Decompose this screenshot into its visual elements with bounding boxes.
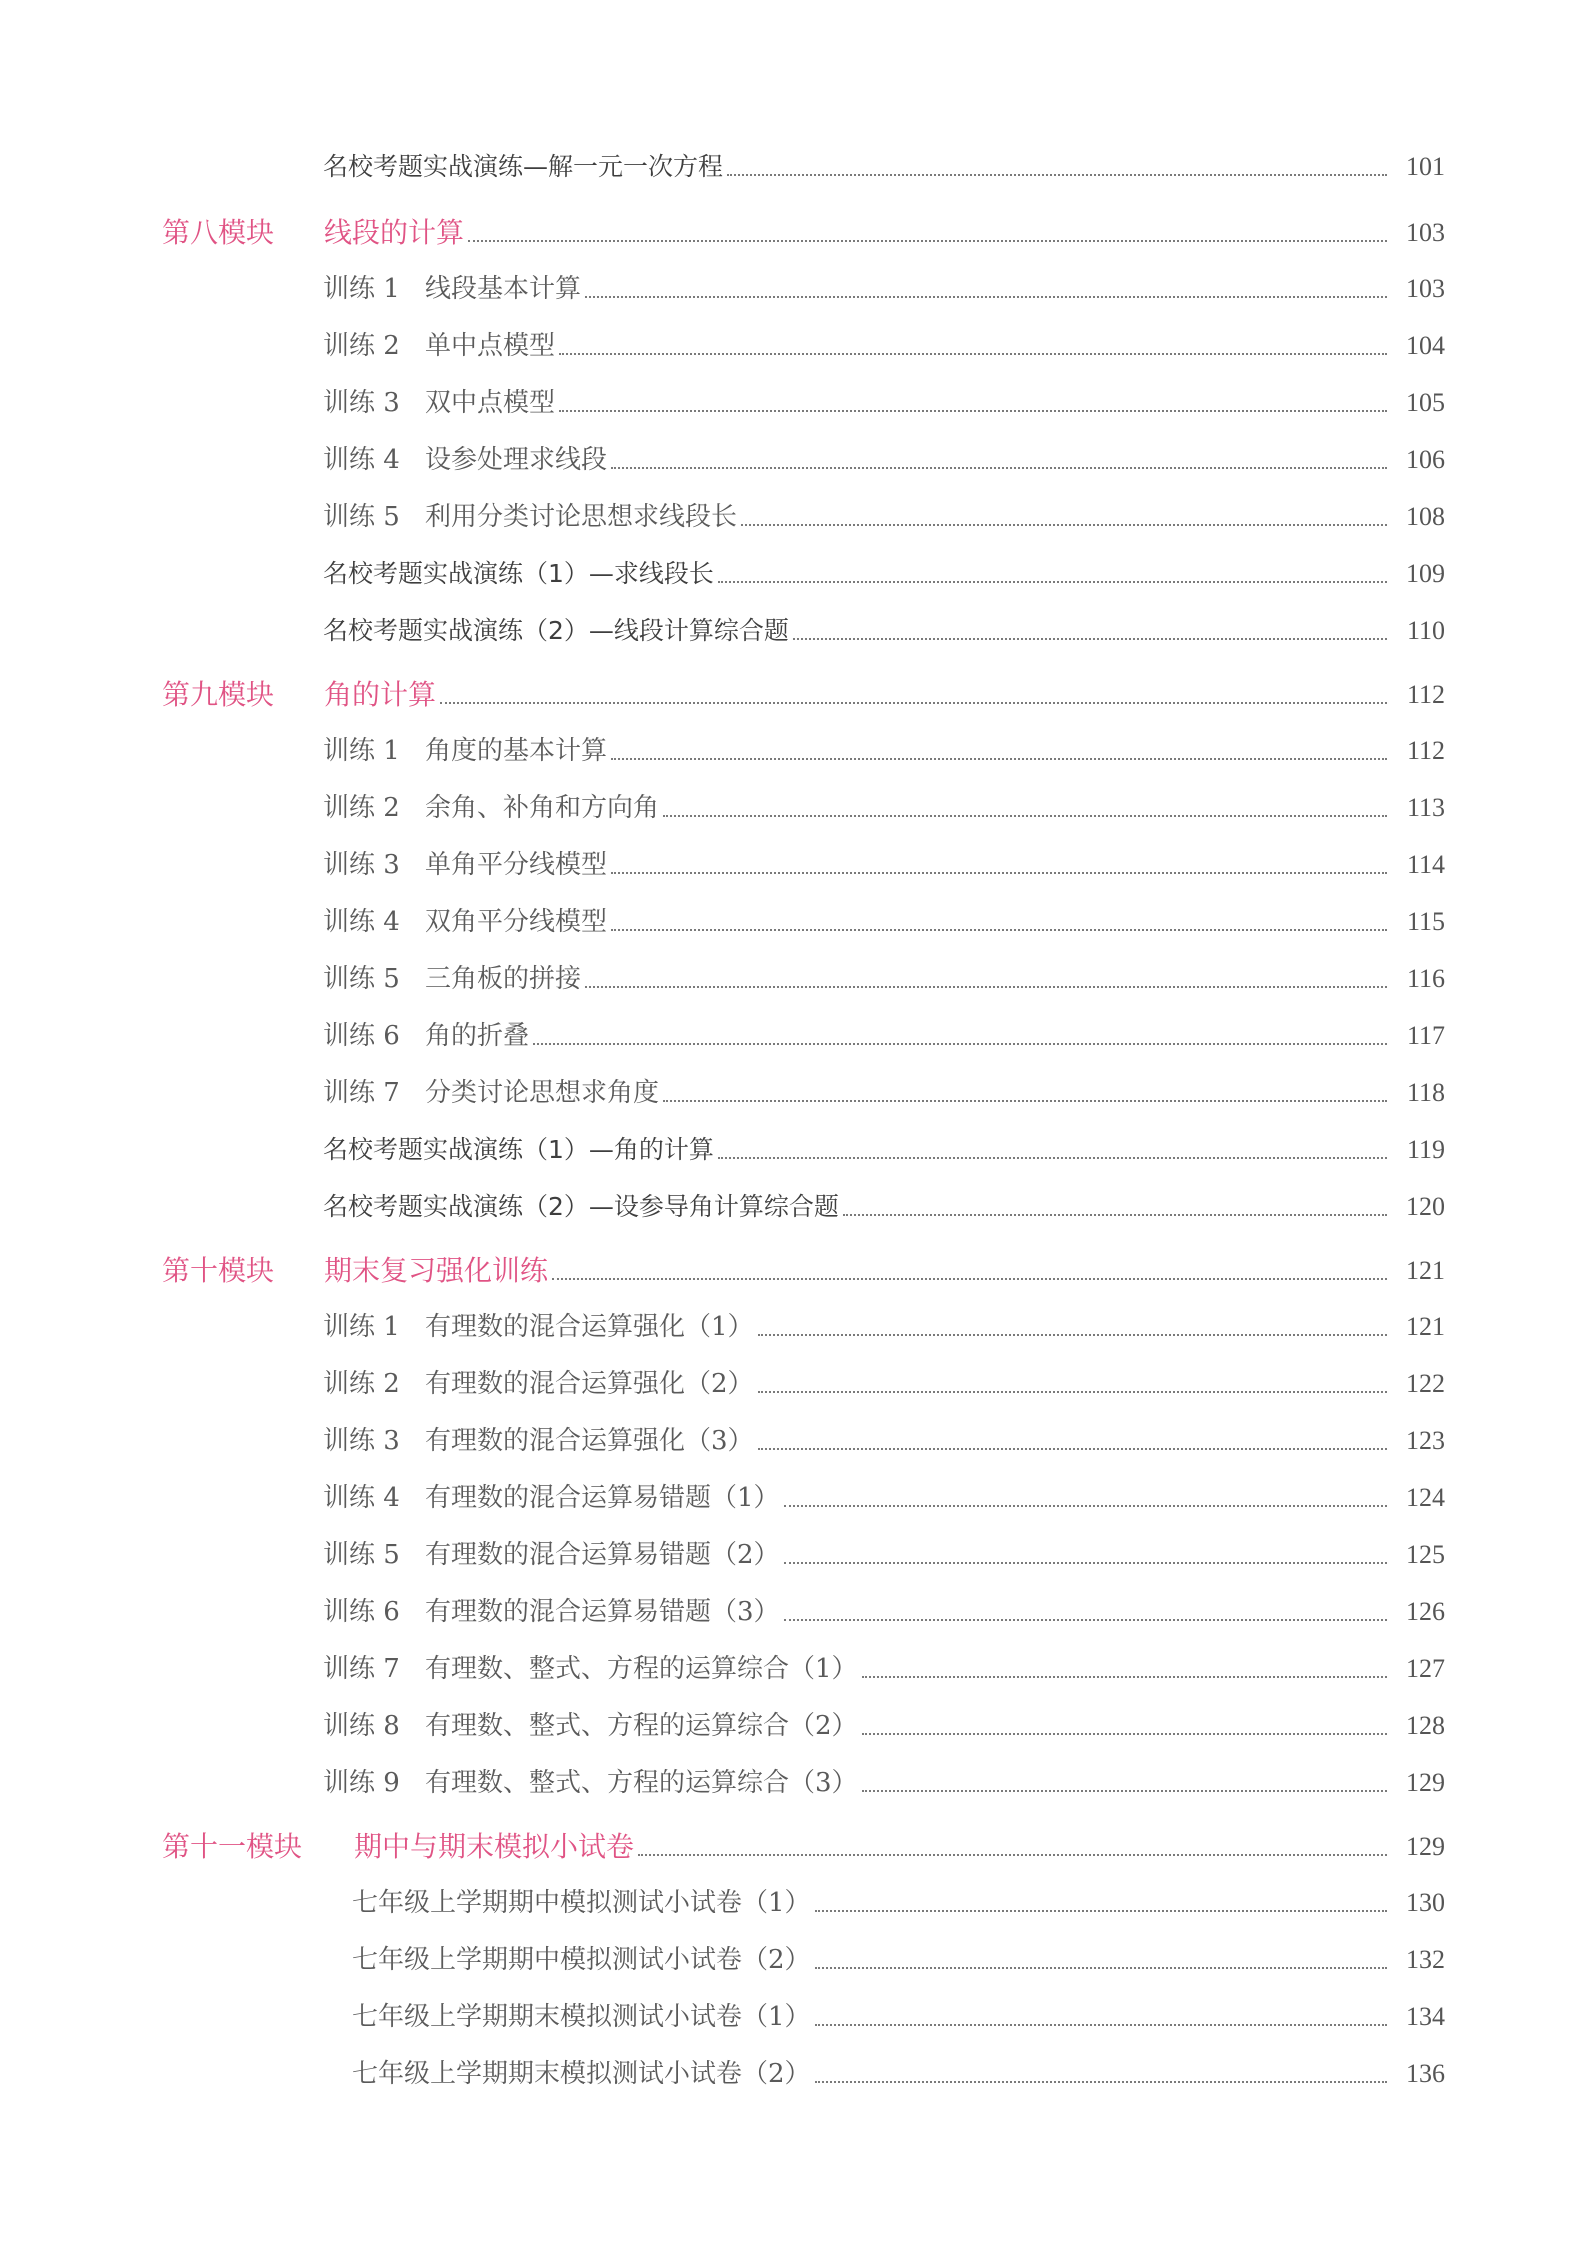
toc-entry-label (323, 1424, 754, 1458)
dot-leader (663, 1100, 1387, 1102)
page-number: 126 (1406, 1597, 1445, 1626)
dot-leader (559, 353, 1387, 355)
training-number: 训练 3 (323, 850, 400, 880)
training-number: 训练 7 (323, 1078, 400, 1108)
toc-entry[interactable] (0, 1642, 1588, 1686)
page-number: 110 (1406, 616, 1445, 645)
page-number: 128 (1406, 1711, 1445, 1740)
training-number: 训练 1 (323, 1312, 400, 1342)
toc-entry-label (323, 1019, 529, 1053)
training-number: 训练 6 (323, 1021, 400, 1051)
training-number: 训练 6 (323, 1597, 400, 1627)
training-number: 训练 2 (323, 793, 400, 823)
page-number: 120 (1406, 1192, 1445, 1221)
training-title: 角的折叠 (425, 1021, 530, 1051)
toc-entry[interactable] (0, 781, 1588, 825)
toc-entry-label (323, 386, 555, 420)
module-title: 角的计算 (324, 678, 437, 711)
toc-entry-label (323, 734, 607, 768)
page-number: 132 (1406, 1945, 1445, 1974)
dot-leader (611, 758, 1387, 760)
training-title: 设参处理求线段 (425, 445, 608, 475)
toc-entry[interactable] (0, 1009, 1588, 1053)
toc-module-heading[interactable] (0, 1814, 1588, 1864)
training-title: 利用分类讨论思想求线段长 (425, 502, 738, 532)
page-number: 121 (1406, 1256, 1445, 1285)
toc-entry[interactable] (0, 1180, 1588, 1224)
module-number: 第九模块 (162, 678, 275, 711)
toc-entry[interactable] (0, 1933, 1588, 1977)
page-number: 117 (1406, 1021, 1445, 1050)
dot-leader (718, 581, 1387, 583)
dot-leader (815, 2024, 1387, 2026)
training-title: 双角平分线模型 (425, 907, 608, 937)
training-number: 训练 5 (323, 1540, 400, 1570)
training-title: 有理数的混合运算易错题（3） (425, 1597, 780, 1627)
toc-entry[interactable] (0, 1585, 1588, 1629)
test-paper-title: 七年级上学期期中模拟测试小试卷（1） (352, 1888, 811, 1918)
page-number: 134 (1406, 2002, 1445, 2031)
toc-entry[interactable] (0, 952, 1588, 996)
page-number: 113 (1406, 793, 1445, 822)
page-number: 122 (1406, 1369, 1445, 1398)
dot-leader (585, 986, 1387, 988)
training-title: 有理数的混合运算易错题（2） (425, 1540, 780, 1570)
toc-entry-label (323, 1709, 858, 1743)
page-number: 124 (1406, 1483, 1445, 1512)
toc-entry-label (162, 1254, 548, 1288)
training-number: 训练 2 (323, 1369, 400, 1399)
toc-entry-label (162, 1830, 634, 1864)
dot-leader (552, 1278, 1387, 1280)
page-number: 119 (1406, 1135, 1445, 1164)
toc-entry-label (323, 272, 581, 306)
test-paper-title: 七年级上学期期末模拟测试小试卷（2） (352, 2059, 811, 2089)
toc-entry-label (352, 1886, 811, 1920)
test-paper-title: 七年级上学期期中模拟测试小试卷（2） (352, 1945, 811, 1975)
page-number: 115 (1406, 907, 1445, 936)
training-number: 训练 3 (323, 388, 400, 418)
toc-entry[interactable] (0, 724, 1588, 768)
page-number: 125 (1406, 1540, 1445, 1569)
toc-entry-label (323, 150, 723, 184)
toc-entry-label (352, 2000, 811, 2034)
dot-leader (758, 1391, 1387, 1393)
training-title: 有理数的混合运算强化（1） (425, 1312, 754, 1342)
page-number: 129 (1406, 1832, 1445, 1861)
toc-entry-label (162, 216, 464, 250)
training-title: 双中点模型 (425, 388, 556, 418)
dot-leader (611, 872, 1387, 874)
toc-entry[interactable] (0, 2047, 1588, 2091)
toc-entry[interactable] (0, 547, 1588, 591)
toc-entry-label (323, 1538, 780, 1572)
dot-leader (468, 240, 1387, 242)
training-number: 训练 3 (323, 1426, 400, 1456)
toc-entry-label (323, 791, 659, 825)
training-title: 有理数的混合运算易错题（1） (425, 1483, 780, 1513)
dot-leader (815, 1910, 1387, 1912)
page-number: 105 (1406, 388, 1445, 417)
dot-leader (784, 1619, 1387, 1621)
dot-leader (663, 815, 1387, 817)
toc-entry-label (323, 443, 607, 477)
module-title: 期中与期末模拟小试卷 (354, 1830, 635, 1863)
toc-entry[interactable] (0, 604, 1588, 648)
dot-leader (784, 1562, 1387, 1564)
training-title: 有理数的混合运算强化（3） (425, 1426, 754, 1456)
toc-entry[interactable] (0, 1876, 1588, 1920)
page-number: 114 (1406, 850, 1445, 879)
page-number: 127 (1406, 1654, 1445, 1683)
dot-leader (638, 1854, 1387, 1856)
dot-leader (533, 1043, 1387, 1045)
training-title: 分类讨论思想求角度 (425, 1078, 660, 1108)
practice-title: 名校考题实战演练（2）—线段计算综合题 (323, 616, 789, 645)
training-number: 训练 7 (323, 1654, 400, 1684)
practice-title: 名校考题实战演练（1）—求线段长 (323, 559, 714, 588)
toc-entry-label (323, 614, 789, 648)
toc-entry[interactable] (0, 319, 1588, 363)
page-number: 106 (1406, 445, 1445, 474)
dot-leader (862, 1676, 1387, 1678)
module-number: 第十一模块 (162, 1830, 303, 1863)
page-number: 136 (1406, 2059, 1445, 2088)
dot-leader (611, 929, 1387, 931)
training-title: 线段基本计算 (425, 274, 582, 304)
toc-module-heading[interactable] (0, 200, 1588, 250)
toc-entry[interactable] (0, 1471, 1588, 1515)
test-paper-title: 七年级上学期期末模拟测试小试卷（1） (352, 2002, 811, 2032)
toc-entry[interactable] (0, 1414, 1588, 1458)
training-number: 训练 2 (323, 331, 400, 361)
dot-leader (440, 702, 1387, 704)
training-number: 训练 9 (323, 1768, 400, 1798)
module-number: 第十模块 (162, 1254, 275, 1287)
page-number: 103 (1406, 218, 1445, 247)
toc-entry[interactable] (0, 1357, 1588, 1401)
toc-entry[interactable] (0, 1123, 1588, 1167)
dot-leader (793, 638, 1387, 640)
dot-leader (718, 1157, 1387, 1159)
page-number: 101 (1406, 152, 1445, 181)
page-number: 123 (1406, 1426, 1445, 1455)
training-title: 有理数、整式、方程的运算综合（2） (425, 1711, 858, 1741)
toc-entry[interactable] (0, 895, 1588, 939)
toc-entry-label (323, 905, 607, 939)
dot-leader (862, 1790, 1387, 1792)
training-number: 训练 4 (323, 445, 400, 475)
toc-entry[interactable] (0, 1528, 1588, 1572)
toc-entry-label (323, 1766, 858, 1800)
training-number: 训练 8 (323, 1711, 400, 1741)
page-number: 109 (1406, 559, 1445, 588)
dot-leader (862, 1733, 1387, 1735)
training-number: 训练 4 (323, 1483, 400, 1513)
training-number: 训练 5 (323, 502, 400, 532)
training-title: 单角平分线模型 (425, 850, 608, 880)
practice-title: 名校考题实战演练（2）—设参导角计算综合题 (323, 1192, 839, 1221)
page-number: 112 (1406, 736, 1445, 765)
page-number: 129 (1406, 1768, 1445, 1797)
module-title: 线段的计算 (324, 216, 465, 249)
toc-entry-label (323, 1367, 754, 1401)
toc-entry[interactable] (0, 376, 1588, 420)
training-number: 训练 1 (323, 274, 400, 304)
toc-entry[interactable] (0, 1699, 1588, 1743)
toc-entry-label (323, 557, 714, 591)
toc-module-heading[interactable] (0, 1238, 1588, 1288)
practice-title: 名校考题实战演练—解一元一次方程 (323, 152, 724, 181)
page-number: 108 (1406, 502, 1445, 531)
practice-title: 名校考题实战演练（1）—角的计算 (323, 1135, 714, 1164)
toc-entry[interactable] (0, 1300, 1588, 1344)
training-title: 有理数、整式、方程的运算综合（3） (425, 1768, 858, 1798)
page-number: 116 (1406, 964, 1445, 993)
toc-entry-label (323, 1133, 714, 1167)
page-number: 118 (1406, 1078, 1445, 1107)
toc-entry-label (323, 1076, 659, 1110)
toc-entry[interactable] (0, 262, 1588, 306)
toc-entry-label (352, 2057, 811, 2091)
training-title: 有理数的混合运算强化（2） (425, 1369, 754, 1399)
dot-leader (784, 1505, 1387, 1507)
training-title: 角度的基本计算 (425, 736, 608, 766)
toc-entry-label (323, 1190, 839, 1224)
dot-leader (585, 296, 1387, 298)
module-title: 期末复习强化训练 (324, 1254, 549, 1287)
training-title: 三角板的拼接 (425, 964, 582, 994)
toc-entry[interactable] (0, 140, 1588, 184)
training-number: 训练 1 (323, 736, 400, 766)
dot-leader (611, 467, 1387, 469)
toc-entry-label (352, 1943, 811, 1977)
dot-leader (758, 1448, 1387, 1450)
dot-leader (758, 1334, 1387, 1336)
toc-entry[interactable] (0, 1066, 1588, 1110)
toc-entry-label (323, 1310, 754, 1344)
dot-leader (815, 2081, 1387, 2083)
toc-module-heading[interactable] (0, 662, 1588, 712)
toc-entry[interactable] (0, 433, 1588, 477)
toc-entry-label (323, 848, 607, 882)
page-number: 103 (1406, 274, 1445, 303)
page-number: 104 (1406, 331, 1445, 360)
toc-entry-label (323, 1595, 780, 1629)
toc-entry[interactable] (0, 838, 1588, 882)
training-number: 训练 5 (323, 964, 400, 994)
page-number: 112 (1406, 680, 1445, 709)
page-number: 130 (1406, 1888, 1445, 1917)
toc-entry-label (323, 329, 555, 363)
training-title: 单中点模型 (425, 331, 556, 361)
toc-entry-label (323, 500, 737, 534)
dot-leader (815, 1967, 1387, 1969)
toc-entry-label (323, 962, 581, 996)
toc-entry-label (162, 678, 436, 712)
page-number: 121 (1406, 1312, 1445, 1341)
toc-entry[interactable] (0, 490, 1588, 534)
training-title: 有理数、整式、方程的运算综合（1） (425, 1654, 858, 1684)
training-number: 训练 4 (323, 907, 400, 937)
dot-leader (843, 1214, 1387, 1216)
dot-leader (741, 524, 1387, 526)
toc-entry[interactable] (0, 1756, 1588, 1800)
training-title: 余角、补角和方向角 (425, 793, 660, 823)
dot-leader (727, 174, 1387, 176)
module-number: 第八模块 (162, 216, 275, 249)
toc-entry-label (323, 1652, 858, 1686)
toc-entry-label (323, 1481, 780, 1515)
toc-entry[interactable] (0, 1990, 1588, 2034)
dot-leader (559, 410, 1387, 412)
